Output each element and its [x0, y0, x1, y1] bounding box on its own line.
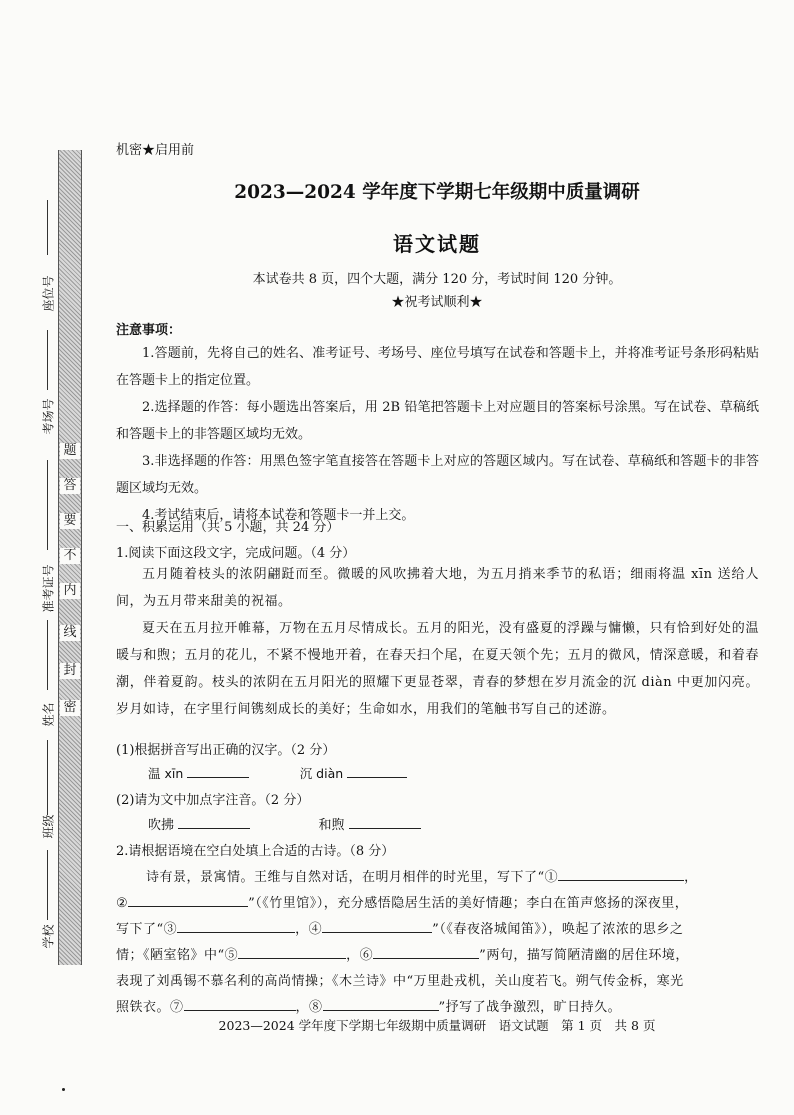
notice-list — [116, 340, 759, 529]
q2-line — [116, 970, 684, 989]
q2-line — [116, 892, 688, 911]
answer-blank[interactable] — [178, 815, 250, 829]
exam-wish: ★祝考试顺利★ — [391, 295, 483, 310]
q1-sub2-answers — [148, 814, 421, 833]
q1-sub2-b-label: 和煦 — [318, 818, 345, 833]
q2-text: ，⑥ — [346, 948, 374, 963]
q1-sub1-b-label: 沉 diàn — [299, 766, 344, 781]
exam-title: 2023—2024 学年度下学期七年级期中质量调研 — [234, 182, 640, 203]
q1-sub1: (1)根据拼音写出正确的汉字。（2 分） — [116, 743, 336, 758]
q1-sub1-a-label: 温 xīn — [148, 766, 184, 781]
q2-line — [116, 996, 621, 1015]
passage-paragraph: 五月随着枝头的浓阴翩跹而至。微暖的风吹拂着大地，为五月捎来季节的私语；细雨将温 xīn 送给人间，为五月带来甜美的祝福。 — [116, 567, 759, 609]
exam-page — [112, 0, 762, 1115]
scan-speck — [62, 1088, 65, 1091]
q2-text: 照铁衣。⑦ — [116, 1000, 184, 1015]
exam-room-label: 考场号 — [41, 398, 56, 435]
ticket-number-label: 准考证号 — [41, 564, 56, 613]
answer-blank-8[interactable] — [323, 997, 439, 1011]
seal-char: 题 — [60, 443, 80, 459]
answer-blank[interactable] — [349, 815, 421, 829]
page-footer: 2023—2024 学年度下学期七年级期中质量调研 语文试题 第 1 页 共 8 页 — [218, 1018, 656, 1033]
answer-blank[interactable] — [347, 764, 407, 778]
fill-line-ticket — [47, 460, 48, 550]
seal-char: 答 — [60, 478, 80, 494]
name-label: 姓名 — [41, 702, 56, 727]
answer-blank-4[interactable] — [322, 919, 432, 933]
q2-text: 诗有景，景寓情。王维与自然对话，在明月相伴的时光里，写下了“① — [146, 870, 559, 885]
q2-line — [146, 866, 698, 885]
seat-number-label: 座位号 — [41, 275, 56, 312]
answer-blank-3[interactable] — [177, 919, 295, 933]
answer-blank-2[interactable] — [128, 893, 248, 907]
q2-text: ，④ — [295, 922, 323, 937]
class-label: 班级 — [41, 814, 56, 839]
q2-line — [116, 918, 683, 937]
q2-text: 表现了刘禹锡不慕名利的高尚情操；《木兰诗》中“万里赴戎机，关山度若飞。朔气传金柝，寒光 — [116, 974, 684, 989]
answer-blank-1[interactable] — [558, 867, 684, 881]
seal-char: 封 — [60, 663, 80, 679]
q1-stem: 1.阅读下面这段文字，完成问题。（4 分） — [116, 546, 356, 561]
q2-text: ， — [684, 870, 698, 885]
q2-text: 写下了“③ — [116, 922, 178, 937]
notice-item: 3.非选择题的作答：用黑色签字笔直接答在答题卡上对应的答题区域内。写在试卷、草稿纸和答题卡的非答题区域均无效。 — [116, 454, 759, 496]
q2-text: ”（《竹里馆》），充分感悟隐居生活的美好情趣；李白在笛声悠扬的深夜里， — [248, 896, 689, 911]
q2-text: 情；《陋室铭》中“⑤ — [116, 948, 239, 963]
q1-sub2-a-label: 吹拂 — [148, 818, 175, 833]
notice-item: 2.选择题的作答：每小题选出答案后，用 2B 铅笔把答题卡上对应题目的答案标号涂黑。写在试卷、草稿纸和答题卡上的非答题区域均无效。 — [116, 400, 759, 442]
answer-blank-5[interactable] — [238, 945, 346, 959]
q1-passage — [116, 561, 759, 723]
seal-char: 线 — [60, 625, 80, 641]
fill-line-name — [47, 620, 48, 690]
q2-stem: 2.请根据语境在空白处填上合适的古诗。（8 分） — [116, 844, 395, 859]
q1-sub1-answers — [148, 764, 407, 782]
confidential-mark: 机密★启用前 — [116, 143, 195, 158]
fill-line-room — [47, 330, 48, 390]
answer-blank-7[interactable] — [184, 997, 296, 1011]
exam-info: 本试卷共 8 页，四个大题，满分 120 分，考试时间 120 分钟。 — [252, 272, 622, 287]
q2-text: ”两句，描写简陋清幽的居住环境， — [479, 948, 689, 963]
q1-sub2: (2)请为文中加点字注音。（2 分） — [116, 793, 310, 808]
notice-heading: 注意事项： — [116, 323, 182, 338]
answer-blank[interactable] — [187, 764, 249, 778]
fill-line-seat — [47, 200, 48, 255]
q2-text: ，⑧ — [295, 1000, 323, 1015]
section-heading: 一、积累运用（共 5 小题，共 24 分） — [116, 520, 340, 535]
exam-subtitle: 语文试题 — [393, 232, 481, 256]
q2-text: ② — [116, 896, 129, 911]
notice-item: 4.考试结束后，请将本试卷和答题卡一并上交。 — [142, 508, 415, 523]
notice-item: 1.答题前，先将自己的姓名、准考证号、考场号、座位号填写在试卷和答题卡上，并将准考证号条形码粘贴在答题卡上的指定位置。 — [116, 346, 759, 388]
answer-blank-6[interactable] — [373, 945, 479, 959]
q2-text: ”（《春夜洛城闻笛》），唤起了浓浓的思乡之 — [432, 922, 684, 937]
seal-char: 密 — [60, 700, 80, 716]
seal-char: 要 — [60, 513, 80, 529]
seal-char: 不 — [60, 548, 80, 564]
seal-char: 内 — [60, 583, 80, 599]
school-label: 学校 — [41, 924, 56, 949]
q2-line — [116, 944, 689, 963]
q2-text: ”抒写了战争激烈，旷日持久。 — [438, 1000, 622, 1015]
passage-paragraph: 夏天在五月拉开帷幕，万物在五月尽情成长。五月的阳光，没有盛夏的浮躁与慵懒，只有恰到好处的温暖与和煦；五月的花儿，不紧不慢地开着，在春天扫个尾，在夏天领个先；五月的微风，情深意暖，和着春潮，伴着夏韵。枝头的浓阴在五月阳光的照耀下更显苍翠，青春的梦想在岁月流金的沉 diàn 中更加闪亮。岁月如诗，在字里行间镌刻成长的美好；生命如水，用我们的笔触书写自己的述游。 — [116, 621, 759, 717]
